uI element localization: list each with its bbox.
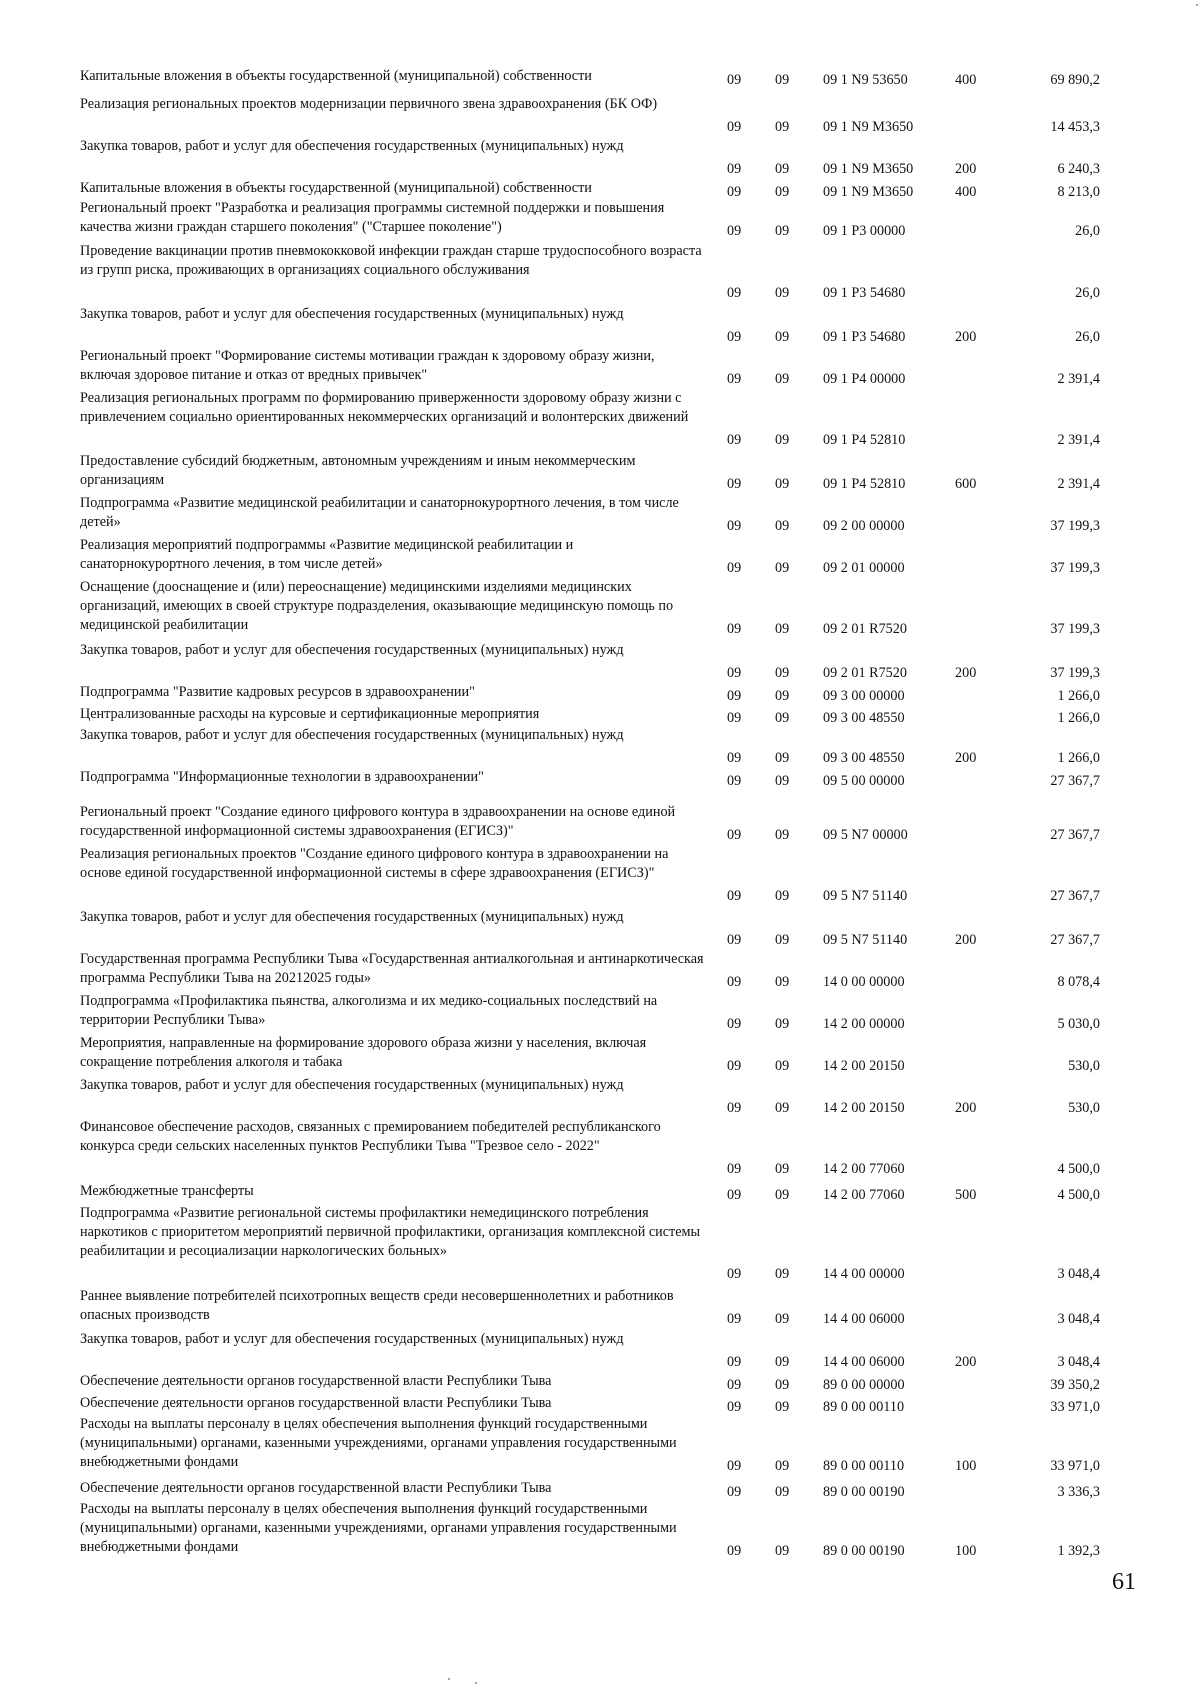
row-name: Капитальные вложения в объекты государственной (муниципальной) собственности: [80, 68, 592, 84]
row-target-article: 09 1 P3 54680: [823, 329, 906, 345]
row-amount: 8 078,4: [1057, 974, 1100, 990]
row-name: Реализация региональных проектов "Создание единого цифрового контура в здравоохранении на основе единой государственной информационной системы в сфере здравоохранения (ЕГИСЗ)": [80, 846, 669, 881]
row-target-article: 09 2 01 R7520: [823, 621, 907, 637]
row-name: Реализация региональных программ по формированию приверженности здоровому образу жизни с привлечением социально ориентированных некоммерческих организаций и волонтерских движений: [80, 390, 689, 425]
row-target-article: 09 3 00 00000: [823, 688, 905, 704]
row-target-article: 14 4 00 06000: [823, 1311, 905, 1327]
row-target-article: 09 1 N9 M3650: [823, 119, 914, 135]
row-subsection-code: 09: [775, 665, 790, 681]
table-row: [0, 95, 1200, 137]
row-name: Региональный проект "Создание единого цифрового контура в здравоохранении на основе единой государственной информационной системы здравоохранения (ЕГИСЗ)": [80, 804, 676, 839]
row-section-code: 09: [727, 223, 742, 239]
row-name: Подпрограмма "Информационные технологии в здравоохранении": [80, 769, 484, 785]
row-section-code: 09: [727, 1354, 742, 1370]
row-expense-type: 200: [955, 665, 977, 681]
row-target-article: 09 2 01 R7520: [823, 665, 907, 681]
row-amount: 3 048,4: [1057, 1311, 1100, 1327]
row-amount: 4 500,0: [1057, 1187, 1100, 1203]
row-amount: 27 367,7: [1050, 888, 1100, 904]
row-subsection-code: 09: [775, 888, 790, 904]
row-expense-type: 200: [955, 1100, 977, 1116]
row-amount: 2 391,4: [1057, 371, 1100, 387]
row-subsection-code: 09: [775, 688, 790, 704]
row-target-article: 89 0 00 00000: [823, 1377, 905, 1393]
row-amount: 5 030,0: [1057, 1016, 1100, 1032]
row-section-code: 09: [727, 1016, 742, 1032]
row-section-code: 09: [727, 432, 742, 448]
row-amount: 69 890,2: [1050, 72, 1100, 88]
row-name: Региональный проект "Разработка и реализация программы системной поддержки и повышения качества жизни граждан старшего поколения" ("Старшее поколение"): [80, 200, 665, 235]
row-name: Финансовое обеспечение расходов, связанных с премированием победителей республиканского конкурса среди сельских населенных пунктов Республики Тыва "Трезвое село - 2022": [80, 1119, 661, 1154]
row-name: Обеспечение деятельности органов государственной власти Республики Тыва: [80, 1480, 552, 1496]
table-row: [0, 347, 1200, 389]
row-name: Реализация региональных проектов модернизации первичного звена здравоохранения (БК ОФ): [80, 96, 658, 112]
row-name: Закупка товаров, работ и услуг для обеспечения государственных (муниципальных) нужд: [80, 727, 624, 743]
row-expense-type: 100: [955, 1543, 977, 1559]
row-target-article: 09 3 00 48550: [823, 750, 905, 766]
page-number: 61: [1112, 1569, 1136, 1595]
row-target-article: 09 1 N9 M3650: [823, 184, 914, 200]
row-name: Обеспечение деятельности органов государственной власти Республики Тыва: [80, 1373, 552, 1389]
row-subsection-code: 09: [775, 932, 790, 948]
row-subsection-code: 09: [775, 518, 790, 534]
table-row: [0, 1330, 1200, 1372]
row-target-article: 89 0 00 00190: [823, 1543, 905, 1559]
row-amount: 3 048,4: [1057, 1266, 1100, 1282]
table-row: [0, 1182, 1200, 1205]
row-target-article: 14 2 00 77060: [823, 1161, 905, 1177]
row-target-article: 14 2 00 20150: [823, 1100, 905, 1116]
row-amount: 27 367,7: [1050, 773, 1100, 789]
table-row: [0, 536, 1200, 578]
table-row: [0, 705, 1200, 728]
row-target-article: 89 0 00 00110: [823, 1399, 905, 1415]
table-row: [0, 305, 1200, 347]
row-amount: 26,0: [1075, 329, 1100, 345]
row-amount: 8 213,0: [1057, 184, 1100, 200]
row-expense-type: 200: [955, 161, 977, 177]
row-target-article: 09 1 P4 00000: [823, 371, 906, 387]
row-subsection-code: 09: [775, 621, 790, 637]
row-amount: 1 392,3: [1057, 1543, 1100, 1559]
row-target-article: 09 1 P4 52810: [823, 432, 906, 448]
row-section-code: 09: [727, 72, 742, 88]
row-amount: 2 391,4: [1057, 476, 1100, 492]
row-subsection-code: 09: [775, 161, 790, 177]
table-row: [0, 578, 1200, 639]
row-expense-type: 400: [955, 72, 977, 88]
row-subsection-code: 09: [775, 773, 790, 789]
row-subsection-code: 09: [775, 432, 790, 448]
row-section-code: 09: [727, 1161, 742, 1177]
row-subsection-code: 09: [775, 1187, 790, 1203]
table-row: [0, 67, 1200, 90]
row-expense-type: 100: [955, 1458, 977, 1474]
table-row: [0, 199, 1200, 241]
row-section-code: 09: [727, 1543, 742, 1559]
row-name: Подпрограмма «Развитие медицинской реабилитации и санаторнокурортного лечения, в том числе детей»: [80, 495, 679, 530]
table-row: [0, 242, 1200, 303]
table-row: [0, 1500, 1200, 1561]
row-amount: 37 199,3: [1050, 621, 1100, 637]
row-name: Раннее выявление потребителей психотропных веществ среди несовершеннолетних и работников опасных производств: [80, 1288, 674, 1323]
row-expense-type: 200: [955, 329, 977, 345]
row-name: Закупка товаров, работ и услуг для обеспечения государственных (муниципальных) нужд: [80, 1077, 624, 1093]
row-section-code: 09: [727, 688, 742, 704]
row-section-code: 09: [727, 665, 742, 681]
row-subsection-code: 09: [775, 119, 790, 135]
row-target-article: 09 1 N9 53650: [823, 72, 908, 88]
row-amount: 14 453,3: [1050, 119, 1100, 135]
row-amount: 1 266,0: [1057, 710, 1100, 726]
row-section-code: 09: [727, 1100, 742, 1116]
row-section-code: 09: [727, 285, 742, 301]
row-subsection-code: 09: [775, 974, 790, 990]
row-amount: 26,0: [1075, 223, 1100, 239]
table-row: [0, 641, 1200, 683]
row-amount: 26,0: [1075, 285, 1100, 301]
table-row: [0, 494, 1200, 536]
row-subsection-code: 09: [775, 1484, 790, 1500]
row-subsection-code: 09: [775, 223, 790, 239]
row-expense-type: 600: [955, 476, 977, 492]
row-amount: 37 199,3: [1050, 518, 1100, 534]
row-expense-type: 200: [955, 1354, 977, 1370]
row-target-article: 09 1 P3 54680: [823, 285, 906, 301]
row-subsection-code: 09: [775, 1058, 790, 1074]
row-subsection-code: 09: [775, 750, 790, 766]
row-subsection-code: 09: [775, 1354, 790, 1370]
row-subsection-code: 09: [775, 1311, 790, 1327]
row-amount: 6 240,3: [1057, 161, 1100, 177]
row-target-article: 09 2 01 00000: [823, 560, 905, 576]
table-row: [0, 1415, 1200, 1476]
row-amount: 33 971,0: [1050, 1399, 1100, 1415]
table-row: [0, 1372, 1200, 1395]
row-name: Предоставление субсидий бюджетным, автономным учреждениям и иным некоммерческим организациям: [80, 453, 636, 488]
row-subsection-code: 09: [775, 371, 790, 387]
table-row: [0, 992, 1200, 1034]
row-amount: 1 266,0: [1057, 688, 1100, 704]
row-section-code: 09: [727, 1377, 742, 1393]
row-name: Региональный проект "Формирование системы мотивации граждан к здоровому образу жизни, включая здоровое питание и отказ от вредных привычек": [80, 348, 655, 383]
row-name: Закупка товаров, работ и услуг для обеспечения государственных (муниципальных) нужд: [80, 909, 624, 925]
row-section-code: 09: [727, 560, 742, 576]
row-expense-type: 500: [955, 1187, 977, 1203]
row-subsection-code: 09: [775, 329, 790, 345]
row-target-article: 14 2 00 00000: [823, 1016, 905, 1032]
table-row: [0, 726, 1200, 768]
table-row: [0, 1394, 1200, 1417]
row-target-article: 14 2 00 20150: [823, 1058, 905, 1074]
row-amount: 2 391,4: [1057, 432, 1100, 448]
row-section-code: 09: [727, 329, 742, 345]
row-name: Мероприятия, направленные на формирование здорового образа жизни у населения, включая сокращение потребления алкоголя и табака: [80, 1035, 647, 1070]
table-row: [0, 1076, 1200, 1118]
row-section-code: 09: [727, 119, 742, 135]
row-name: Закупка товаров, работ и услуг для обеспечения государственных (муниципальных) нужд: [80, 138, 624, 154]
row-amount: 33 971,0: [1050, 1458, 1100, 1474]
scan-speck: [448, 1678, 450, 1680]
row-section-code: 09: [727, 827, 742, 843]
row-name: Реализация мероприятий подпрограммы «Развитие медицинской реабилитации и санаторнокурортного лечения, в том числе детей»: [80, 537, 574, 572]
table-row: [0, 137, 1200, 179]
row-amount: 37 199,3: [1050, 665, 1100, 681]
row-amount: 3 048,4: [1057, 1354, 1100, 1370]
row-name: Межбюджетные трансферты: [80, 1183, 254, 1199]
row-name: Оснащение (дооснащение и (или) переоснащение) медицинскими изделиями медицинских организаций, имеющих в своей структуре подразделения, оказывающие медицинскую помощь по медицинской реабилитации: [80, 579, 674, 633]
row-target-article: 09 5 N7 51140: [823, 932, 908, 948]
row-name: Закупка товаров, работ и услуг для обеспечения государственных (муниципальных) нужд: [80, 642, 624, 658]
row-subsection-code: 09: [775, 72, 790, 88]
row-name: Расходы на выплаты персоналу в целях обеспечения выполнения функций государственными (муниципальными) органами, казенными учреждениями, органами управления государственными внебюджетными фондами: [80, 1501, 677, 1555]
table-row: [0, 1479, 1200, 1502]
table-row: [0, 1034, 1200, 1076]
row-section-code: 09: [727, 371, 742, 387]
row-target-article: 09 5 N7 00000: [823, 827, 908, 843]
row-amount: 3 336,3: [1057, 1484, 1100, 1500]
table-row: [0, 950, 1200, 992]
row-name: Проведение вакцинации против пневмококковой инфекции граждан старше трудоспособного возраста из групп риска, проживающих в организациях социального обслуживания: [80, 243, 702, 278]
row-target-article: 09 1 N9 M3650: [823, 161, 914, 177]
row-target-article: 09 3 00 48550: [823, 710, 905, 726]
table-row: [0, 908, 1200, 950]
row-subsection-code: 09: [775, 476, 790, 492]
scan-speck: [1196, 4, 1198, 6]
row-subsection-code: 09: [775, 1543, 790, 1559]
row-subsection-code: 09: [775, 1458, 790, 1474]
row-name: Закупка товаров, работ и услуг для обеспечения государственных (муниципальных) нужд: [80, 1331, 624, 1347]
row-target-article: 09 1 P3 00000: [823, 223, 906, 239]
row-section-code: 09: [727, 1458, 742, 1474]
row-section-code: 09: [727, 518, 742, 534]
row-amount: 4 500,0: [1057, 1161, 1100, 1177]
row-name: Расходы на выплаты персоналу в целях обеспечения выполнения функций государственными (муниципальными) органами, казенными учреждениями, органами управления государственными внебюджетными фондами: [80, 1416, 677, 1470]
row-amount: 1 266,0: [1057, 750, 1100, 766]
row-name: Централизованные расходы на курсовые и сертификационные мероприятия: [80, 706, 540, 722]
row-amount: 530,0: [1068, 1058, 1100, 1074]
row-amount: 39 350,2: [1050, 1377, 1100, 1393]
table-row: [0, 683, 1200, 706]
table-row: [0, 452, 1200, 494]
row-section-code: 09: [727, 888, 742, 904]
row-target-article: 14 4 00 00000: [823, 1266, 905, 1282]
row-subsection-code: 09: [775, 1161, 790, 1177]
row-target-article: 14 4 00 06000: [823, 1354, 905, 1370]
row-section-code: 09: [727, 974, 742, 990]
table-row: [0, 1118, 1200, 1179]
row-name: Капитальные вложения в объекты государственной (муниципальной) собственности: [80, 180, 592, 196]
table-row: [0, 768, 1200, 791]
row-section-code: 09: [727, 621, 742, 637]
row-section-code: 09: [727, 184, 742, 200]
row-expense-type: 200: [955, 750, 977, 766]
row-name: Подпрограмма "Развитие кадровых ресурсов в здравоохранении": [80, 684, 475, 700]
row-subsection-code: 09: [775, 1266, 790, 1282]
row-section-code: 09: [727, 1399, 742, 1415]
row-section-code: 09: [727, 932, 742, 948]
row-target-article: 09 2 00 00000: [823, 518, 905, 534]
row-subsection-code: 09: [775, 184, 790, 200]
table-row: [0, 803, 1200, 845]
row-section-code: 09: [727, 161, 742, 177]
row-subsection-code: 09: [775, 285, 790, 301]
row-section-code: 09: [727, 1266, 742, 1282]
row-amount: 27 367,7: [1050, 932, 1100, 948]
row-section-code: 09: [727, 476, 742, 492]
row-name: Обеспечение деятельности органов государственной власти Республики Тыва: [80, 1395, 552, 1411]
row-subsection-code: 09: [775, 827, 790, 843]
row-section-code: 09: [727, 1311, 742, 1327]
row-section-code: 09: [727, 1484, 742, 1500]
row-target-article: 14 2 00 77060: [823, 1187, 905, 1203]
row-subsection-code: 09: [775, 1016, 790, 1032]
table-row: [0, 1204, 1200, 1284]
row-name: Подпрограмма «Профилактика пьянства, алкоголизма и их медико-социальных последствий на территории Республики Тыва»: [80, 993, 658, 1028]
row-amount: 37 199,3: [1050, 560, 1100, 576]
row-target-article: 09 1 P4 52810: [823, 476, 906, 492]
row-section-code: 09: [727, 710, 742, 726]
row-target-article: 14 0 00 00000: [823, 974, 905, 990]
row-subsection-code: 09: [775, 1100, 790, 1116]
row-section-code: 09: [727, 773, 742, 789]
scan-speck: [475, 1682, 477, 1684]
row-subsection-code: 09: [775, 1377, 790, 1393]
row-expense-type: 200: [955, 932, 977, 948]
row-subsection-code: 09: [775, 560, 790, 576]
row-name: Подпрограмма «Развитие региональной системы профилактики немедицинского потребления наркотиков с приоритетом мероприятий первичной профилактики, организация комплексной системы реабилитации и ресоциализации наркологических больных»: [80, 1205, 701, 1259]
row-target-article: 89 0 00 00190: [823, 1484, 905, 1500]
row-section-code: 09: [727, 750, 742, 766]
row-target-article: 89 0 00 00110: [823, 1458, 905, 1474]
row-amount: 530,0: [1068, 1100, 1100, 1116]
row-section-code: 09: [727, 1187, 742, 1203]
row-target-article: 09 5 N7 51140: [823, 888, 908, 904]
row-target-article: 09 5 00 00000: [823, 773, 905, 789]
row-amount: 27 367,7: [1050, 827, 1100, 843]
row-name: Закупка товаров, работ и услуг для обеспечения государственных (муниципальных) нужд: [80, 306, 624, 322]
row-subsection-code: 09: [775, 1399, 790, 1415]
table-row: [0, 1287, 1200, 1329]
table-row: [0, 389, 1200, 450]
row-section-code: 09: [727, 1058, 742, 1074]
table-row: [0, 845, 1200, 906]
row-name: Государственная программа Республики Тыва «Государственная антиалкогольная и антинаркотическая программа Республики Тыва на 20212025 годы»: [80, 951, 704, 986]
row-expense-type: 400: [955, 184, 977, 200]
row-subsection-code: 09: [775, 710, 790, 726]
